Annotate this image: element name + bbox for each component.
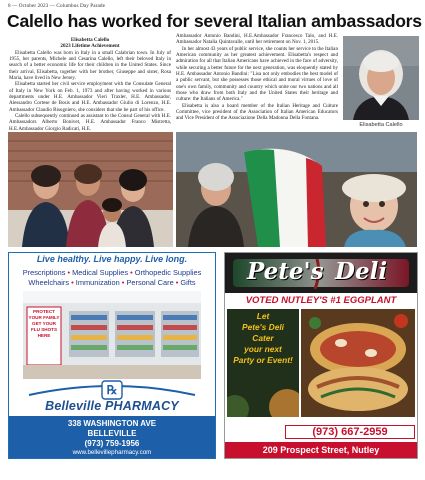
bullet-icon: • [71, 278, 76, 287]
pharmacy-website-link[interactable]: www.bellevillepharmacy.com [72, 449, 152, 456]
article-paragraph: Ambassador Antonio Bandini, H.E.Ambassador Francesco Talo, and H.E. Ambassador Natalia Quintavalle, until her retirement on Nov. 1, 2015. [176, 33, 338, 46]
pharmacy-address-line-1: 338 WASHINGTON AVE [67, 419, 157, 428]
portrait-photo [343, 36, 419, 120]
pharmacy-address-line-2: BELLEVILLE [87, 429, 137, 438]
article-subhead-award: 2023 Lifetime Achievement [60, 43, 120, 50]
deli-logo-word-2: Deli [335, 258, 388, 285]
bullet-icon: • [175, 278, 181, 287]
deli-food-illustration [301, 309, 415, 417]
bullet-icon: • [121, 278, 127, 287]
service-item: Immunization [75, 278, 120, 287]
article-paragraph: Elisabetta started her civil service employment with the Consulate General of Italy in New York on Feb. 1, 1973 and after having worked in various departments under H.E. Ambassador Vieri Traxler, H.E. Ambassador, Alessandro Cortese de Bosis and H.E. Ambassador Giulio di Lorenzo, H.E. Ambassador Claudio Bisogniero, she considers that she be part of his office. [9, 81, 171, 113]
pharmacy-contact-panel [9, 416, 215, 459]
parade-photo [176, 132, 417, 247]
deli-logo [225, 253, 417, 293]
service-item: Prescriptions [22, 268, 66, 277]
pharmacy-services-row-1 [9, 268, 215, 278]
article-column-1 [9, 37, 171, 132]
service-item: Orthopedic Supplies [134, 268, 202, 277]
cater-line: Cater [252, 333, 274, 343]
page-headline: Calello has worked for several Italian ambassadors [7, 11, 422, 31]
cater-line: Party or Event! [233, 355, 293, 365]
bullet-icon: • [130, 268, 135, 277]
article-subhead-name: Elisabetta Calello [70, 37, 110, 43]
deli-cater-text [227, 311, 299, 366]
deli-food-photo [301, 309, 415, 417]
deli-phone[interactable]: (973) 667-2959 [285, 425, 415, 439]
family-photo [8, 132, 173, 247]
family-photo-illustration [8, 132, 173, 247]
pharmacy-name: Belleville PHARMACY [45, 399, 179, 413]
pharmacy-services [9, 268, 215, 288]
rx-symbol: ℞ [106, 383, 118, 397]
cater-line: Let [256, 311, 270, 321]
article-paragraph: Elisabetta Calello was born in Italy in a small Calabrian town. In July of 1955, her parents, Michele and Cesarina Calello, left their beloved Italy in search of a better economic life for their children in the United States. Since their arrival, Elisabetta, together with her brother, Giuseppe and sister, Rosa Maria, have lived in New Jersey. [9, 49, 171, 82]
pharmacy-tagline: Live healthy. Live happy. Live long. [36, 254, 188, 264]
article-column-2 [176, 33, 338, 122]
parade-photo-illustration [176, 132, 417, 247]
deli-ad[interactable] [224, 252, 418, 459]
deli-logo-word-1: Pete's [247, 258, 324, 285]
pharmacy-services-row-2 [9, 278, 215, 288]
page-folio: 8 — October 2023 — Columbus Day Parade [8, 3, 106, 9]
cater-line: Pete's Deli [241, 322, 285, 332]
pharmacy-phone[interactable]: (973) 759-1956 [84, 439, 140, 448]
portrait-caption: Elisabetta Calello [359, 122, 403, 128]
pharmacy-ad[interactable] [8, 252, 216, 459]
article-paragraph: Calello subsequently continued as assistant to the Consul General with H.E. Ambassadors Alberto Bonivet, H.E. Ambassador Franco Mistretta, H.E.Ambassador Giorgio Radicati, H.E. [9, 113, 171, 132]
flu-shot-sign: PROTECT YOUR FAMILY GET YOUR FLU SHOTS HERE [28, 309, 60, 338]
service-item: Personal Care [126, 278, 174, 287]
article-paragraph: Elisabetta is also a board member of the Italian Heritage and Culture Committee, vice president of the Association of Italian American Educators and Vice President of the Associazione Della Madonna Della Fontana. [176, 102, 338, 122]
bullet-icon: • [67, 268, 73, 277]
deli-tagline: VOTED NUTLEY'S #1 EGGPLANT [245, 295, 397, 306]
service-item: Medical Supplies [72, 268, 129, 277]
service-item: Wheelchairs [28, 278, 70, 287]
article-paragraph: In her almost 43 years of public service, she counts her service to the Italian American community as her greatest achievement. Elisabetta's respect and admiration for all that Italian Americans have achieved in the face of adversity, while securing a better future for the next generation, was eloquently stated by H.E. Ambassador Antonio Bandini: "Lisa not only embodies the best model of a public servant, but she possesses those ethical and moral virtues of love of one's own family, community and country which unite our two nations and all those who draw from both Italy and the United States their heritage and culture: the Italians of America." [176, 45, 338, 103]
deli-address: 209 Prospect Street, Nutley [225, 442, 417, 459]
portrait-illustration [343, 36, 419, 120]
cater-line: your next [244, 344, 282, 354]
pharmacy-interior-illustration [23, 291, 201, 379]
service-item: Gifts [180, 278, 196, 287]
pharmacy-interior-photo [23, 291, 201, 379]
